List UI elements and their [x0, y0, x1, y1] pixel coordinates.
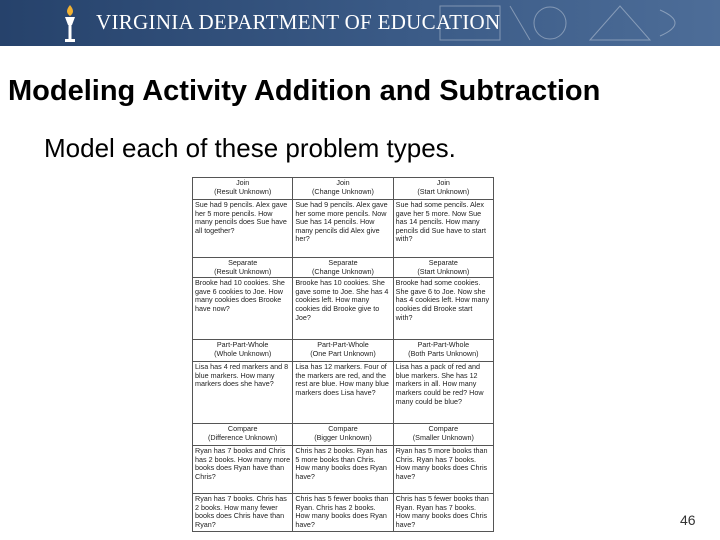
problem-type-label: Join — [336, 178, 350, 187]
slide-title: Modeling Activity Addition and Subtraction — [8, 75, 601, 107]
table-cell: Brooke had some cookies. She gave 6 to Joe. Now she has 4 cookies left. How many cookies did Brooke start with? — [393, 278, 493, 340]
problem-type-label: Separate — [228, 258, 258, 267]
table-cell: Lisa has 12 markers. Four of the markers are red, and the rest are blue. How many blue markers does Lisa have? — [293, 362, 393, 424]
table-header-cell — [393, 178, 493, 200]
unknown-label: (Start Unknown) — [417, 186, 470, 196]
unknown-label: (Bigger Unknown) — [314, 432, 372, 442]
problem-type-label: Separate — [428, 258, 458, 267]
unknown-label: (Smaller Unknown) — [412, 432, 474, 442]
problem-type-label: Compare — [227, 424, 258, 434]
table-header-cell — [293, 178, 393, 200]
unknown-label: (Result Unknown) — [214, 266, 272, 276]
table-header-cell — [193, 258, 293, 278]
problem-types-table — [192, 177, 494, 532]
table-row — [193, 278, 494, 340]
table-cell: Brooke had 10 cookies. She gave 6 cookies to Joe. How many cookies does Brooke have now? — [193, 278, 293, 340]
unknown-label: (Change Unknown) — [312, 186, 374, 196]
table-cell: Sue had 9 pencils. Alex gave her 5 more pencils. How many pencils does Sue have all together? — [193, 200, 293, 258]
banner-title: VIRGINIA DEPARTMENT OF EDUCATION — [96, 10, 501, 34]
table-cell: Chris has 2 books. Ryan has 5 more books than Chris. How many books does Ryan have? — [293, 446, 393, 494]
problem-type-label: Compare — [428, 424, 459, 434]
table-cell: Ryan has 7 books and Chris has 2 books. How many more books does Ryan have than Chris? — [193, 446, 293, 494]
problem-type-label: Compare — [328, 424, 358, 434]
table-header-cell — [293, 258, 393, 278]
table-cell: Sue had 9 pencils. Alex gave her some more pencils. Now Sue has 14 pencils. How many pencils did Alex give her? — [293, 200, 393, 258]
table-header-cell — [193, 424, 293, 446]
table-cell: Sue had some pencils. Alex gave her 5 more. Now Sue has 14 pencils. How many pencils did Sue have to start with? — [393, 200, 493, 258]
table-row — [193, 200, 494, 258]
unknown-label: (Whole Unknown) — [214, 348, 272, 358]
table-header-row — [193, 258, 494, 278]
unknown-label: (One Part Unknown) — [310, 348, 376, 358]
table-header-cell — [193, 178, 293, 200]
table-cell: Ryan has 5 more books than Chris. Ryan has 7 books. How many books does Chris have? — [393, 446, 493, 494]
table-header-row — [193, 178, 494, 200]
table-cell: Chris has 5 fewer books than Ryan. Ryan has 7 books. How many books does Chris have? — [393, 494, 493, 531]
table-header-cell — [393, 424, 493, 446]
unknown-label: (Difference Unknown) — [207, 432, 278, 442]
problem-type-label: Part-Part-Whole — [417, 340, 470, 350]
table-header-cell — [393, 258, 493, 278]
table-header-cell — [293, 424, 393, 446]
table-row — [193, 494, 494, 531]
table-cell: Ryan has 7 books. Chris has 2 books. How many fewer books does Chris have than Ryan? — [193, 494, 293, 531]
problem-type-label: Part-Part-Whole — [216, 340, 269, 350]
problem-type-label: Join — [436, 178, 450, 187]
table-header-cell — [393, 340, 493, 362]
table-header-cell — [293, 340, 393, 362]
unknown-label: (Start Unknown) — [417, 266, 470, 276]
table-row — [193, 446, 494, 494]
problem-type-label: Separate — [328, 258, 358, 267]
table-header-cell — [193, 340, 293, 362]
table-cell: Lisa has a pack of red and blue markers. She has 12 markers in all. How many markers could be red? How many could be blue? — [393, 362, 493, 424]
table-row — [193, 362, 494, 424]
unknown-label: (Both Parts Unknown) — [408, 348, 479, 358]
torch-logo-icon — [58, 3, 82, 43]
slide-subtitle: Model each of these problem types. — [44, 133, 456, 163]
problem-type-label: Part-Part-Whole — [317, 340, 369, 350]
table-header-row — [193, 424, 494, 446]
page-number: 46 — [680, 512, 696, 528]
table-cell: Chris has 5 fewer books than Ryan. Chris has 2 books. How many books does Ryan have? — [293, 494, 393, 531]
header-banner — [0, 0, 720, 46]
table-cell: Lisa has 4 red markers and 8 blue markers. How many markers does she have? — [193, 362, 293, 424]
table-header-row — [193, 340, 494, 362]
table-cell: Brooke has 10 cookies. She gave some to Joe. She has 4 cookies left. How many cookies did Brooke give to Joe? — [293, 278, 393, 340]
problem-types-table-wrap — [192, 177, 494, 527]
problem-type-label: Join — [236, 178, 250, 187]
unknown-label: (Change Unknown) — [312, 266, 374, 276]
unknown-label: (Result Unknown) — [214, 186, 272, 196]
